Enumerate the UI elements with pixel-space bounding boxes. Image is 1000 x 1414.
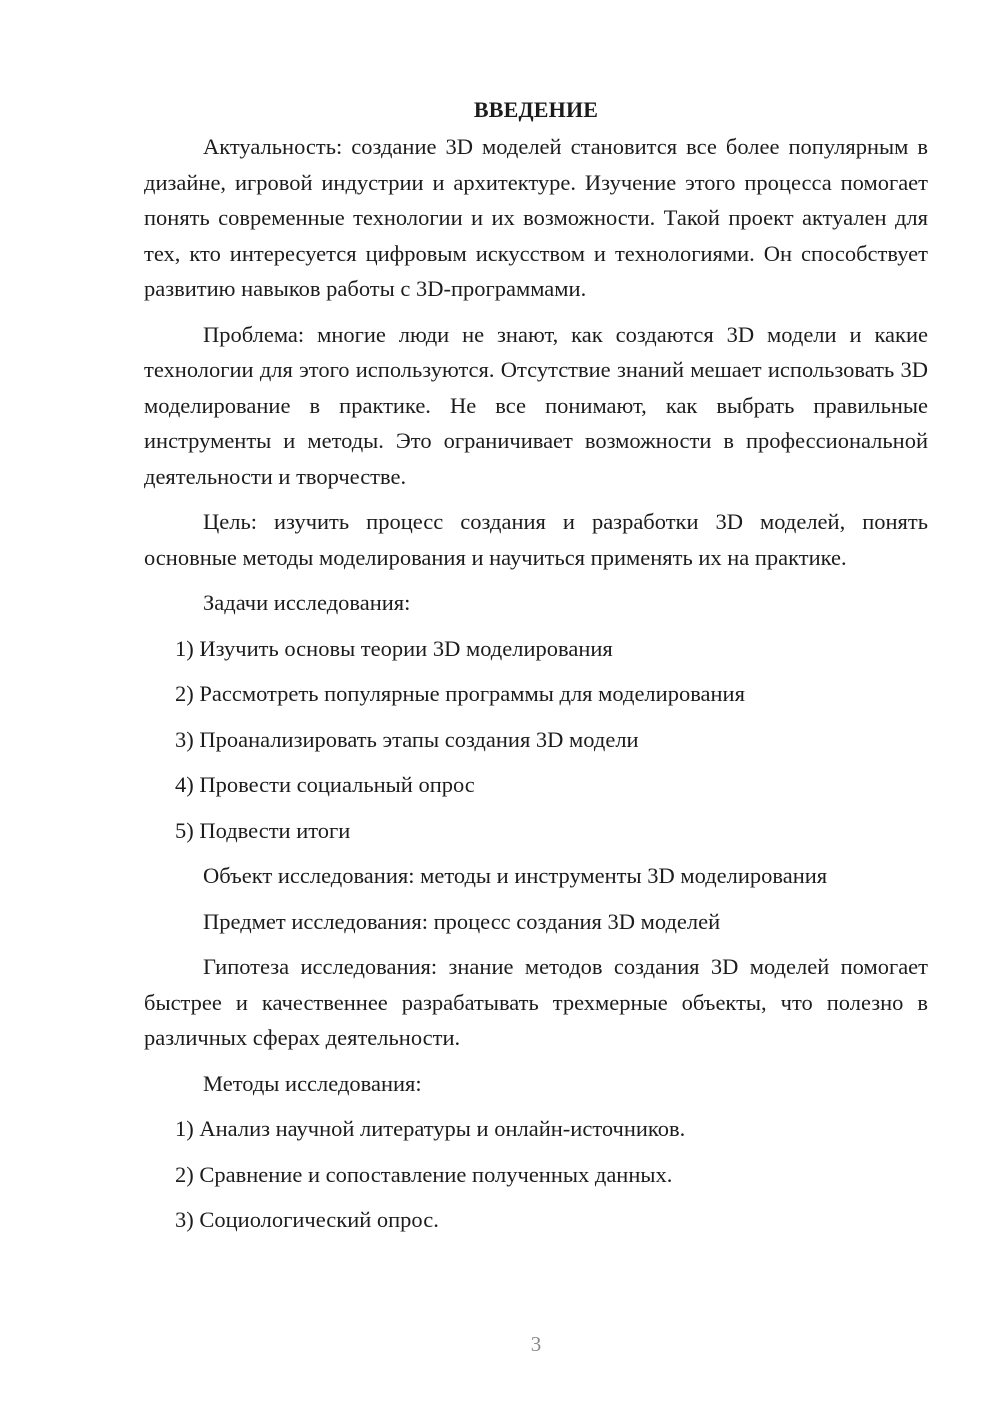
methods-list	[144, 1111, 928, 1238]
list-item: 1) Изучить основы теории 3D моделирования	[175, 635, 613, 661]
methods-heading: Методы исследования:	[203, 1070, 422, 1096]
section-heading: ВВЕДЕНИЕ	[473, 97, 599, 122]
list-item: 3) Проанализировать этапы создания 3D модели	[175, 726, 639, 752]
subject-paragraph: Предмет исследования: процесс создания 3D моделей	[203, 908, 721, 934]
tasks-heading: Задачи исследования:	[203, 590, 411, 615]
list-item: 1) Анализ научной литературы и онлайн-источников.	[175, 1116, 686, 1141]
list-item: 5) Подвести итоги	[175, 817, 351, 843]
goal-paragraph: Цель: изучить процесс создания и разработки 3D моделей, понять основные методы моделирования и научиться применять их на практике.	[144, 509, 928, 570]
tasks-list	[144, 631, 928, 849]
hypothesis-paragraph: Гипотеза исследования: знание методов создания 3D моделей помогает быстрее и качественнее разрабатывать трехмерные объекты, что полезно в различных сферах деятельности.	[144, 954, 928, 1050]
object-paragraph: Объект исследования: методы и инструменты 3D моделирования	[203, 863, 828, 888]
relevance-paragraph: Актуальность: создание 3D моделей становится все более популярным в дизайне, игровой индустрии и архитектуре. Изучение этого процесса помогает понять современные технологии и их возможности. Такой проект актуален для тех, кто интересуется цифровым искусством и технологиями. Он способствует развитию навыков работы с 3D-программами.	[144, 134, 928, 301]
page-number: 3	[530, 1332, 542, 1356]
list-item: 4) Провести социальный опрос	[175, 772, 475, 797]
document-page	[144, 92, 928, 1248]
list-item: 3) Социологический опрос.	[175, 1207, 439, 1232]
problem-paragraph: Проблема: многие люди не знают, как создаются 3D модели и какие технологии для этого используются. Отсутствие знаний мешает использовать 3D моделирование в практике. Не все понимают, как выбрать правильные инструменты и методы. Это ограничивает возможности в профессиональной деятельности и творчестве.	[144, 321, 928, 489]
list-item: 2) Рассмотреть популярные программы для моделирования	[175, 681, 745, 706]
list-item: 2) Сравнение и сопоставление полученных данных.	[175, 1161, 673, 1187]
